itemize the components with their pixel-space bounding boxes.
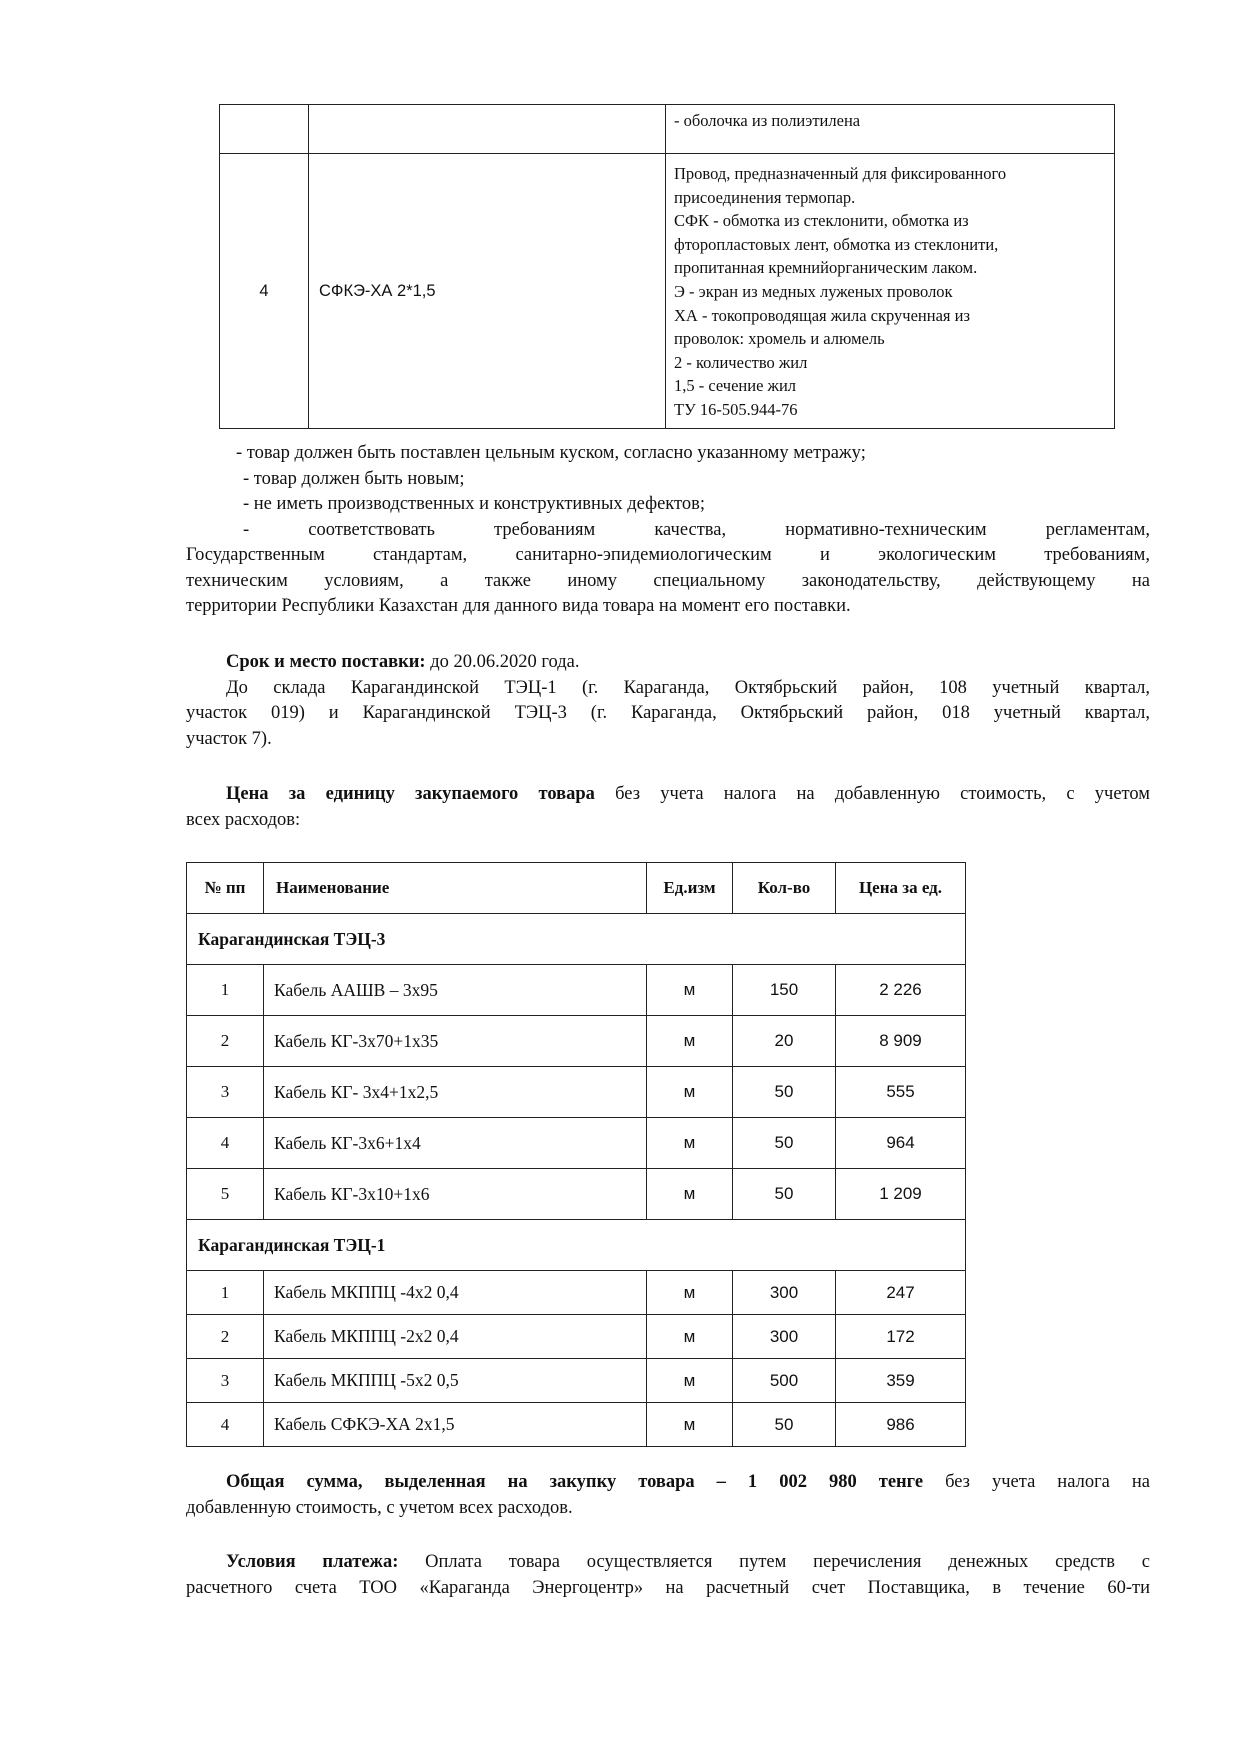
row-unit: м: [647, 1315, 733, 1359]
spec-row: [220, 105, 1115, 154]
spec-name-cell: СФКЭ-ХА 2*1,5: [309, 154, 666, 429]
payment-label: Условия платежа:: [226, 1552, 399, 1572]
row-price: 1 209: [836, 1169, 966, 1220]
row-name: Кабель КГ- 3х4+1х2,5: [264, 1067, 647, 1118]
price-intro-label: Цена за единицу закупаемого товара: [226, 784, 595, 804]
price-table-header: [187, 863, 966, 914]
spec-num-cell: [220, 105, 309, 154]
spec-desc-line: СФК - обмотка из стеклонити, обмотка из: [674, 211, 969, 231]
table-row: [187, 1169, 966, 1220]
row-qty: 20: [733, 1016, 836, 1067]
payment-text: Оплата товара осуществляется путем перечисления денежных средств с: [398, 1552, 1150, 1572]
row-qty: 500: [733, 1359, 836, 1403]
spec-name-cell: [309, 105, 666, 154]
table-row: [187, 1271, 966, 1315]
row-name: Кабель МКППЦ -5х2 0,5: [264, 1359, 647, 1403]
row-unit: м: [647, 1359, 733, 1403]
price-table: [186, 862, 966, 1447]
spec-desc-line: 2 - количество жил: [674, 352, 808, 372]
row-price: 555: [836, 1067, 966, 1118]
row-qty: 50: [733, 1169, 836, 1220]
payment-line: расчетного счета ТОО «Караганда Энергоцентр» на расчетный счет Поставщика, в течение 60-ти: [186, 1577, 1150, 1598]
spec-desc-line: пропитанная кремнийорганическим лаком.: [674, 258, 978, 278]
row-num: 2: [187, 1016, 264, 1067]
spec-desc-line: ХА - токопроводящая жила скрученная из: [674, 305, 970, 325]
table-row: [187, 1118, 966, 1169]
row-qty: 50: [733, 1118, 836, 1169]
row-num: 3: [187, 1067, 264, 1118]
requirement-item: - не иметь производственных и конструктивных дефектов;: [243, 494, 706, 514]
spec-desc-line: фторопластовых лент, обмотка из стеклонити,: [674, 234, 999, 254]
row-price: 2 226: [836, 965, 966, 1016]
row-name: Кабель ААШВ – 3х95: [264, 965, 647, 1016]
row-unit: м: [647, 1403, 733, 1447]
group-title: Карагандинская ТЭЦ-3: [187, 914, 966, 965]
row-name: Кабель МКППЦ -4х2 0,4: [264, 1271, 647, 1315]
table-row: [187, 1315, 966, 1359]
spec-num-cell: 4: [220, 154, 309, 429]
row-unit: м: [647, 1067, 733, 1118]
spec-desc-cell: [666, 154, 1115, 429]
row-qty: 300: [733, 1271, 836, 1315]
delivery-block: [186, 650, 1150, 752]
row-num: 3: [187, 1359, 264, 1403]
row-num: 5: [187, 1169, 264, 1220]
requirement-item: - соответствовать требованиям качества, нормативно-техническим регламентам,: [243, 519, 1150, 540]
delivery-date: до 20.06.2020 года.: [425, 652, 580, 672]
row-num: 1: [187, 1271, 264, 1315]
table-row: [187, 1067, 966, 1118]
header-cell: Кол-во: [733, 863, 836, 914]
price-intro-line: всех расходов:: [186, 809, 301, 830]
spec-row: [220, 154, 1115, 429]
row-unit: м: [647, 1016, 733, 1067]
spec-desc-line: 1,5 - сечение жил: [674, 376, 797, 396]
requirements-block: [186, 441, 1150, 620]
total-text: без учета налога на: [923, 1472, 1150, 1492]
header-cell: Ед.изм: [647, 863, 733, 914]
row-qty: 50: [733, 1403, 836, 1447]
total-line: добавленную стоимость, с учетом всех расходов.: [186, 1497, 573, 1518]
delivery-line: До склада Карагандинской ТЭЦ-1 (г. Караганда, Октябрьский район, 108 учетный квартал,: [226, 677, 1150, 698]
row-name: Кабель КГ-3х6+1х4: [264, 1118, 647, 1169]
table-row: [187, 965, 966, 1016]
spec-desc-line: ТУ 16-505.944-76: [674, 399, 798, 419]
row-qty: 50: [733, 1067, 836, 1118]
row-price: 986: [836, 1403, 966, 1447]
row-qty: 300: [733, 1315, 836, 1359]
table-row: [187, 1016, 966, 1067]
delivery-line: участок 7).: [186, 728, 272, 749]
requirement-continuation: Государственным стандартам, санитарно-эпидемиологическим и экологическим требованиям,: [186, 545, 1150, 565]
price-intro-text: без учета налога на добавленную стоимость, с учетом: [594, 784, 1150, 804]
row-price: 359: [836, 1359, 966, 1403]
row-unit: м: [647, 1169, 733, 1220]
table-row: [187, 1359, 966, 1403]
row-name: Кабель МКППЦ -2х2 0,4: [264, 1315, 647, 1359]
requirement-continuation: территории Республики Казахстан для данного вида товара на момент его поставки.: [186, 596, 851, 616]
payment-block: [186, 1550, 1150, 1601]
row-unit: м: [647, 1271, 733, 1315]
row-unit: м: [647, 1118, 733, 1169]
row-num: 1: [187, 965, 264, 1016]
spec-desc-line: Э - экран из медных луженых проволок: [674, 281, 953, 301]
group-row: [187, 1220, 966, 1271]
row-qty: 150: [733, 965, 836, 1016]
requirement-continuation: техническим условиям, а также иному специальному законодательству, действующему на: [186, 570, 1150, 591]
delivery-label: Срок и место поставки:: [226, 652, 426, 672]
total-block: [186, 1470, 1150, 1521]
header-cell: Наименование: [264, 863, 647, 914]
group-row: [187, 914, 966, 965]
spec-desc-line: Провод, предназначенный для фиксированного: [674, 164, 1007, 183]
spec-table: [219, 104, 1115, 429]
group-title: Карагандинская ТЭЦ-1: [187, 1220, 966, 1271]
row-price: 172: [836, 1315, 966, 1359]
delivery-line: участок 019) и Карагандинской ТЭЦ-3 (г. Караганда, Октябрьский район, 018 учетный квартал,: [186, 703, 1150, 723]
row-name: Кабель СФКЭ-ХА 2х1,5: [264, 1403, 647, 1447]
row-price: 8 909: [836, 1016, 966, 1067]
table-row: [187, 1403, 966, 1447]
spec-desc-line: присоединения термопар.: [674, 187, 856, 207]
requirement-item: - товар должен быть поставлен цельным куском, согласно указанному метражу;: [236, 443, 866, 463]
row-name: Кабель КГ-3х70+1х35: [264, 1016, 647, 1067]
spec-desc-cell: - оболочка из полиэтилена: [666, 105, 1115, 154]
requirement-item: - товар должен быть новым;: [243, 468, 465, 489]
row-num: 4: [187, 1403, 264, 1447]
row-num: 2: [187, 1315, 264, 1359]
row-price: 964: [836, 1118, 966, 1169]
price-intro: [186, 782, 1150, 833]
spec-desc-line: проволок: хромель и алюмель: [674, 329, 885, 349]
row-unit: м: [647, 965, 733, 1016]
row-price: 247: [836, 1271, 966, 1315]
header-cell: № пп: [187, 863, 264, 914]
row-name: Кабель КГ-3х10+1х6: [264, 1169, 647, 1220]
header-cell: Цена за ед.: [836, 863, 966, 914]
total-label: Общая сумма, выделенная на закупку товара – 1 002 980 тенге: [226, 1472, 924, 1492]
row-num: 4: [187, 1118, 264, 1169]
